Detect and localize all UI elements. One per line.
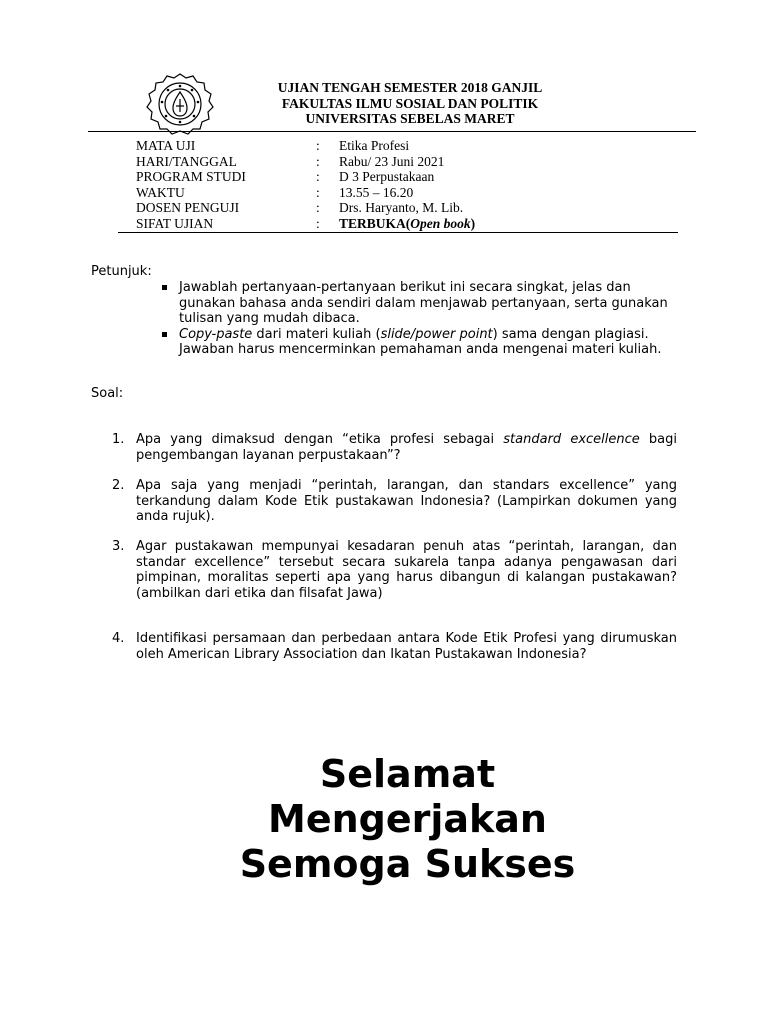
- question-text-part: Apa yang dimaksud dengan “etika profesi sebagai: [136, 432, 504, 447]
- question-number: 3.: [112, 539, 125, 554]
- info-value: Rabu/ 23 Juni 2021: [339, 153, 445, 169]
- info-value: D 3 Perpustakaan: [339, 169, 435, 184]
- question-item: [112, 631, 677, 662]
- info-value: 13.55 – 16.20: [339, 184, 414, 200]
- question-item: [112, 478, 677, 525]
- instructions-label: Petunjuk:: [91, 264, 152, 279]
- header-line-faculty: FAKULTAS ILMU SOSIAL DAN POLITIK: [281, 95, 539, 111]
- question-item: [112, 539, 677, 601]
- info-value-exam-type: [339, 216, 475, 232]
- question-text: [136, 432, 677, 463]
- info-label: WAKTU: [136, 184, 185, 200]
- info-label: MATA UJI: [136, 138, 196, 153]
- instruction-item: [160, 327, 680, 358]
- question-number: 4.: [112, 631, 125, 646]
- question-text: Agar pustakawan mempunyai kesadaran penuh atas “perintah, larangan, dan standar excellence” tersebut secara sukarela tanpa adanya pengawasan dari pimpinan, moralitas seperti apa yang harus dibangun di kalangan pustakawan? (ambilkan dari etika dan filsafat Jawa): [136, 539, 677, 601]
- info-label: PROGRAM STUDI: [136, 169, 246, 184]
- closing-line: Mengerjakan: [268, 797, 547, 841]
- info-label: HARI/TANGGAL: [136, 153, 237, 169]
- info-colon: :: [316, 138, 320, 153]
- question-text-part: bagi pengembangan layanan perpustakaan”?: [136, 432, 677, 463]
- instruction-text: Jawablah pertanyaan-pertanyaan berikut ini secara singkat, jelas dan gunakan bahasa anda sendiri dalam menjawab pertanyaan, serta gunakan tulisan yang mudah dibaca.: [179, 280, 668, 326]
- exam-type-bold: TERBUKA(: [339, 215, 411, 231]
- header-line-university: UNIVERSITAS SEBELAS MARET: [305, 111, 515, 126]
- question-item: [112, 432, 677, 463]
- question-text: Apa saja yang menjadi “perintah, larangan, dan standars excellence” yang terkandung dalam Kode Etik pustakawan Indonesia? (Lampirkan dokumen yang anda rujuk).: [136, 478, 677, 524]
- info-value: Etika Profesi: [339, 138, 410, 153]
- instruction-text: ) sama dengan plagiasi. Jawaban harus mencerminkan pemahaman anda mengenai materi kuliah.: [179, 326, 662, 357]
- question-number: 2.: [112, 478, 125, 493]
- instructions-list: [160, 280, 680, 358]
- info-colon: :: [316, 153, 320, 169]
- square-bullet-icon: [162, 285, 167, 290]
- question-italic: standard excellence: [503, 432, 640, 447]
- square-bullet-icon: [162, 332, 167, 337]
- exam-header: [240, 80, 580, 127]
- closing-line: Selamat: [319, 752, 496, 796]
- header-divider: [88, 131, 696, 132]
- info-value: Drs. Haryanto, M. Lib.: [339, 200, 464, 215]
- info-colon: :: [316, 215, 320, 231]
- instruction-text: dari materi kuliah (: [252, 326, 381, 342]
- questions-label: Soal:: [91, 386, 124, 401]
- question-number: 1.: [112, 432, 125, 447]
- info-colon: :: [316, 200, 320, 215]
- instruction-italic: Copy-paste: [179, 326, 253, 342]
- instruction-item: [160, 280, 680, 327]
- info-divider: [118, 232, 678, 233]
- info-colon: :: [316, 184, 320, 200]
- info-label: DOSEN PENGUJI: [136, 200, 240, 215]
- info-label: SIFAT UJIAN: [136, 215, 214, 231]
- exam-type-italic: Open book: [410, 215, 471, 231]
- instruction-italic: slide/power point: [380, 326, 493, 342]
- exam-type-close: ): [470, 215, 476, 231]
- closing-line: Semoga Sukses: [239, 842, 576, 886]
- question-text: Identifikasi persamaan dan perbedaan antara Kode Etik Profesi yang dirumuskan oleh American Library Association dan Ikatan Pustakawan Indonesia?: [136, 631, 677, 662]
- info-colon: :: [316, 169, 320, 184]
- closing-message: [180, 752, 635, 887]
- header-line-exam: UJIAN TENGAH SEMESTER 2018 GANJIL: [277, 80, 543, 95]
- university-seal-icon: [146, 72, 214, 136]
